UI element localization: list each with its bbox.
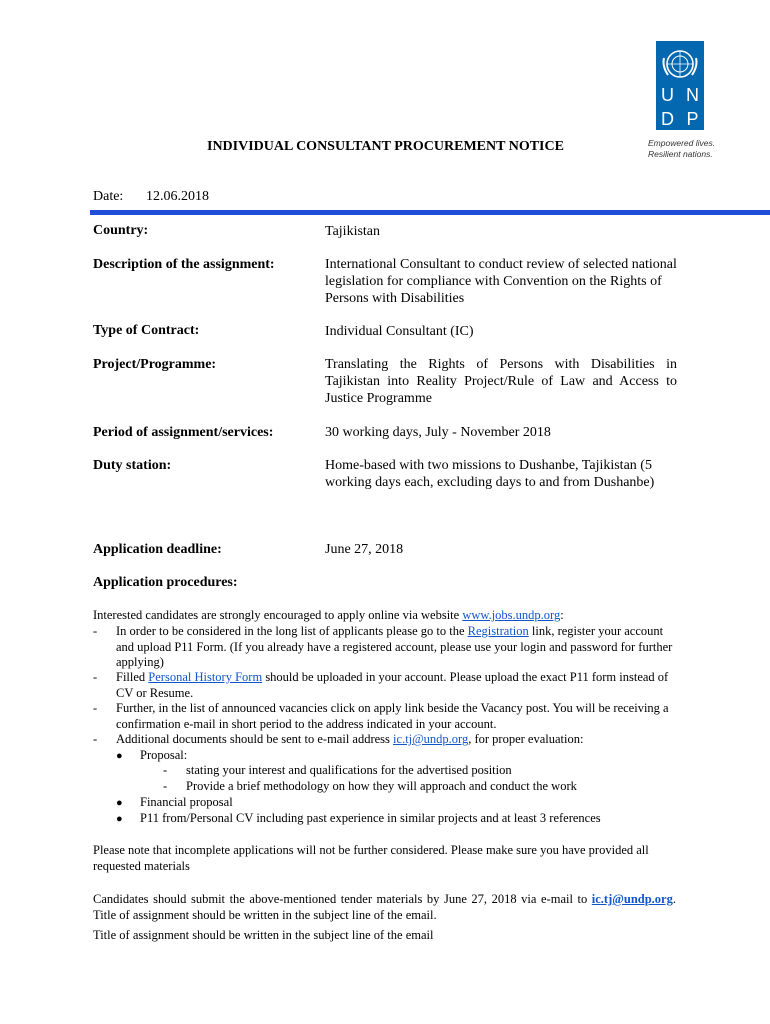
dash-marker: - — [93, 701, 98, 715]
logo-letter-n: N — [686, 85, 699, 105]
personal-history-form-link[interactable]: Personal History Form — [148, 670, 263, 684]
divider — [90, 210, 770, 215]
logo-letter-d: D — [661, 109, 674, 129]
dash-marker: - — [163, 779, 168, 793]
project-value: Translating the Rights of Persons with Disabilities in Tajikistan into Reality Project/Rule of Law and Access to Justice Programme — [325, 357, 677, 406]
bullet-proposal: Proposal: — [140, 748, 188, 762]
bullet-icon: ● — [116, 813, 123, 825]
closing-email-link[interactable]: ic.tj@undp.org — [591, 892, 673, 906]
bullet-financial: Financial proposal — [140, 795, 233, 809]
deadline-label: Application deadline: — [93, 542, 222, 557]
period-value: 30 working days, July - November 2018 — [325, 425, 551, 440]
dash-marker: - — [93, 670, 98, 684]
logo-tagline: Empowered lives. Resilient nations. — [648, 138, 716, 159]
bullet-icon: ● — [116, 797, 123, 809]
procedure-item-1: In order to be considered in the long list of applicants please go to the Registration link, register your account and upload P11 Form. (If you already have a registered account, please use your login and password for further applying) — [116, 624, 673, 670]
dash-marker: - — [93, 624, 98, 638]
procedure-item-2: Filled Personal History Form should be uploaded in your account. Please upload the exact P11 form instead of CV or Resume. — [116, 670, 669, 700]
description-value: International Consultant to conduct review of selected national legislation for compliance with Convention on the Rights of Persons with Disabilities — [325, 257, 677, 306]
bullet-p11: P11 from/Personal CV including past experience in similar projects and at least 3 references — [140, 811, 601, 825]
sub-item-2: Provide a brief methodology on how they will approach and conduct the work — [186, 779, 577, 793]
email-link[interactable]: ic.tj@undp.org — [393, 732, 469, 746]
jobs-website-link[interactable]: www.jobs.undp.org — [462, 608, 561, 622]
procedure-item-4: Additional documents should be sent to e-mail address ic.tj@undp.org, for proper evaluation: — [116, 732, 584, 746]
note-paragraph: Please note that incomplete applications will not be further considered. Please make sure you have provided all requested materials — [93, 843, 649, 873]
contract-type-value: Individual Consultant (IC) — [325, 324, 474, 339]
country-label: Country: — [93, 223, 149, 238]
contract-type-label: Type of Contract: — [93, 323, 200, 338]
period-label: Period of assignment/services: — [93, 425, 274, 440]
dash-marker: - — [93, 732, 98, 746]
country-value: Tajikistan — [325, 224, 381, 239]
project-label: Project/Programme: — [93, 357, 217, 372]
procedures-intro: Interested candidates are strongly encouraged to apply online via website www.jobs.undp.org: — [93, 608, 564, 622]
closing-paragraph: Candidates should submit the above-mentioned tender materials by June 27, 2018 via e-mail to ic.tj@undp.org. Title of assignment should be written in the subject line of the email. — [93, 892, 676, 922]
date-label: Date: — [93, 189, 124, 204]
un-emblem-icon — [659, 44, 701, 84]
bullet-icon: ● — [116, 750, 123, 762]
sub-item-1: stating your interest and qualifications for the advertised position — [186, 763, 512, 777]
description-label: Description of the assignment: — [93, 257, 275, 272]
duty-station-label: Duty station: — [93, 458, 172, 473]
date-value: 12.06.2018 — [146, 189, 209, 204]
logo-letter-p: P — [686, 109, 699, 129]
undp-letters — [656, 84, 704, 130]
procedure-item-3: Further, in the list of announced vacancies click on apply link beside the Vacancy post. You will be receiving a confirmation e-mail in short period to the address indicated in your account. — [116, 701, 669, 731]
date-row — [93, 189, 209, 205]
procedures-heading: Application procedures: — [93, 575, 238, 590]
page-title: INDIVIDUAL CONSULTANT PROCUREMENT NOTICE — [207, 139, 564, 154]
deadline-value: June 27, 2018 — [325, 542, 404, 557]
logo-letter-u: U — [661, 85, 674, 105]
registration-link[interactable]: Registration — [467, 624, 529, 638]
last-line: Title of assignment should be written in the subject line of the email — [93, 928, 434, 942]
dash-marker: - — [163, 763, 168, 777]
duty-station-value: Home-based with two missions to Dushanbe, Tajikistan (5 working days each, excluding days to and from Dushanbe) — [325, 458, 655, 490]
